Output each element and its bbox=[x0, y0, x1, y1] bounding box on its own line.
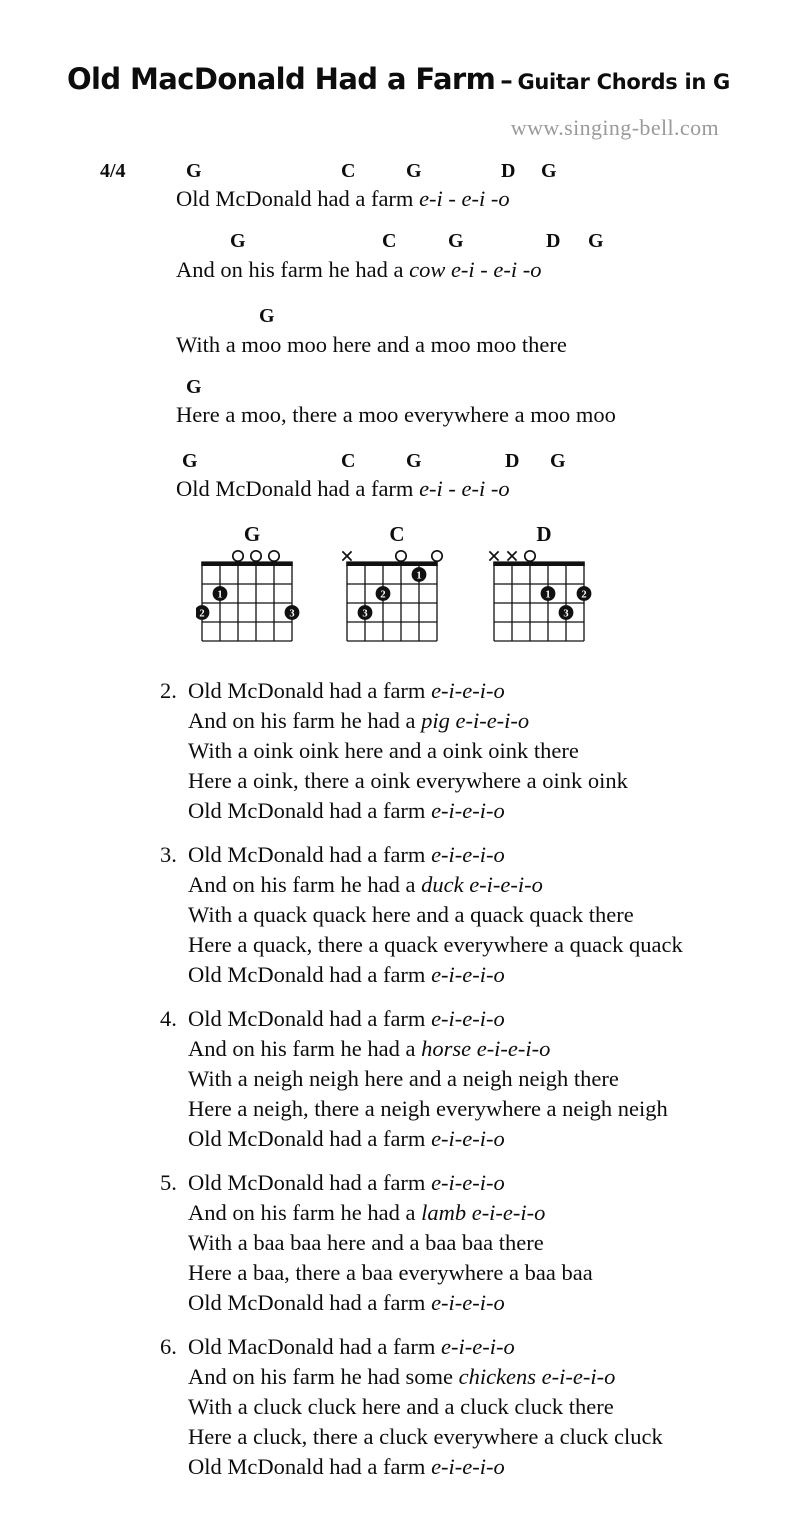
nut-bar bbox=[346, 561, 438, 566]
verse-italic-part: horse bbox=[421, 1036, 472, 1061]
chord-diagram-d bbox=[488, 522, 600, 645]
chord-symbol-d: D bbox=[501, 160, 516, 182]
verse-line: With a cluck cluck here and a cluck cluck there bbox=[188, 1394, 614, 1419]
verse-number: 5. bbox=[160, 1170, 177, 1195]
verse-italic-part: duck bbox=[421, 872, 464, 897]
chord-symbol-g: G bbox=[448, 230, 464, 252]
verse-line: And on his farm he had some chickens e-i-e-i-o bbox=[188, 1364, 616, 1389]
verse bbox=[0, 1168, 797, 1318]
verse-number: 3. bbox=[160, 842, 177, 867]
muted-string-marker bbox=[342, 551, 351, 560]
chord-diagram-grid bbox=[341, 543, 453, 657]
chord-row bbox=[0, 160, 797, 182]
verse-line: Old McDonald had a farm e-i-e-i-o bbox=[188, 1126, 505, 1151]
open-string-marker bbox=[525, 551, 535, 561]
verse-italic-part: e-i-e-i-o bbox=[431, 798, 505, 823]
verse-line: Here a baa, there a baa everywhere a baa baa bbox=[188, 1260, 593, 1285]
finger-number: 2 bbox=[199, 608, 205, 620]
verse-italic-part: lamb bbox=[421, 1200, 467, 1225]
page-title-dash: – bbox=[500, 66, 513, 95]
chord-row bbox=[0, 305, 797, 327]
verse-italic-part: e-i-e-i-o bbox=[431, 842, 505, 867]
verse-line: With a oink oink here and a oink oink there bbox=[188, 738, 579, 763]
lyric-line: Old McDonald had a farm e-i - e-i -o bbox=[176, 186, 510, 211]
chord-diagram-g bbox=[196, 522, 308, 645]
chord-symbol-g: G bbox=[406, 160, 422, 182]
chord-symbol-g: G bbox=[588, 230, 604, 252]
chord-symbol-g: G bbox=[186, 160, 202, 182]
chord-diagram-label: G bbox=[243, 522, 261, 546]
lyric-italic-part: e-i - e-i -o bbox=[419, 186, 510, 211]
verse-number: 6. bbox=[160, 1334, 177, 1359]
chord-symbol-g: G bbox=[259, 305, 275, 327]
open-string-marker bbox=[396, 551, 406, 561]
muted-string-marker bbox=[507, 551, 516, 560]
finger-number: 2 bbox=[380, 589, 386, 601]
chord-symbol-g: G bbox=[406, 450, 422, 472]
open-string-marker bbox=[432, 551, 442, 561]
verse-line: 5. Old McDonald had a farm e-i-e-i-o bbox=[0, 1168, 797, 1198]
verse-italic-refrain: e-i-e-i-o bbox=[469, 872, 543, 897]
verse-line: Here a cluck, there a cluck everywhere a cluck cluck bbox=[188, 1424, 663, 1449]
chord-symbol-g: G bbox=[186, 376, 202, 398]
verse-number: 2. bbox=[160, 678, 177, 703]
verse-line: With a baa baa here and a baa baa there bbox=[188, 1230, 544, 1255]
finger-number: 3 bbox=[362, 608, 368, 620]
website-watermark: www.singing-bell.com bbox=[510, 115, 719, 140]
chord-symbol-c: C bbox=[341, 450, 356, 472]
verse-line: And on his farm he had a horse e-i-e-i-o bbox=[188, 1036, 551, 1061]
verse bbox=[0, 1004, 797, 1154]
chord-symbol-d: D bbox=[546, 230, 561, 252]
lyric-italic-part: cow e-i - e-i -o bbox=[409, 257, 542, 282]
finger-number: 3 bbox=[289, 608, 295, 620]
lyric-line: And on his farm he had a cow e-i - e-i -o bbox=[176, 257, 542, 282]
lyric-line: Here a moo, there a moo everywhere a moo moo bbox=[176, 402, 616, 427]
finger-number: 1 bbox=[217, 589, 223, 601]
nut-bar bbox=[201, 561, 293, 566]
verse-italic-refrain: e-i-e-i-o bbox=[455, 708, 530, 733]
chord-diagram-group bbox=[0, 522, 797, 645]
open-string-marker bbox=[233, 551, 243, 561]
chorded-verse-section bbox=[0, 0, 797, 512]
finger-number: 1 bbox=[545, 589, 551, 601]
verse-italic-part: pig bbox=[421, 708, 450, 733]
chord-symbol-g: G bbox=[541, 160, 557, 182]
chord-row bbox=[0, 376, 797, 398]
verse-line: Old McDonald had a farm e-i-e-i-o bbox=[188, 962, 505, 987]
chord-symbol-g: G bbox=[230, 230, 246, 252]
verse-line: Here a oink, there a oink everywhere a oink oink bbox=[188, 768, 628, 793]
chord-row bbox=[0, 230, 797, 252]
open-string-marker bbox=[251, 551, 261, 561]
verse-line: And on his farm he had a pig e-i-e-i-o bbox=[188, 708, 530, 733]
verse-italic-refrain: e-i-e-i-o bbox=[476, 1036, 551, 1061]
verse-line: With a neigh neigh here and a neigh neigh there bbox=[188, 1066, 619, 1091]
nut-bar bbox=[493, 561, 585, 566]
verse-italic-part: e-i-e-i-o bbox=[431, 1126, 505, 1151]
verse-line: Old McDonald had a farm e-i-e-i-o bbox=[188, 1454, 505, 1479]
verse-italic-part: e-i-e-i-o bbox=[441, 1334, 515, 1359]
chord-row bbox=[0, 450, 797, 472]
verse-line: Old McDonald had a farm e-i-e-i-o bbox=[188, 798, 505, 823]
verse-line: With a quack quack here and a quack quack there bbox=[188, 902, 634, 927]
verse-list bbox=[0, 676, 797, 1496]
verse-italic-refrain: e-i-e-i-o bbox=[541, 1364, 616, 1389]
verse-line: And on his farm he had a duck e-i-e-i-o bbox=[188, 872, 543, 897]
time-signature: 4/4 bbox=[100, 160, 126, 182]
lyric-italic-part: e-i - e-i -o bbox=[419, 476, 510, 501]
verse-italic-part: e-i-e-i-o bbox=[431, 962, 505, 987]
verse-line: Here a neigh, there a neigh everywhere a neigh neigh bbox=[188, 1096, 668, 1121]
verse bbox=[0, 1332, 797, 1482]
verse-italic-part: e-i-e-i-o bbox=[431, 1290, 505, 1315]
verse-line: 6. Old MacDonald had a farm e-i-e-i-o bbox=[0, 1332, 797, 1362]
chord-symbol-c: C bbox=[341, 160, 356, 182]
verse-italic-part: e-i-e-i-o bbox=[431, 1170, 505, 1195]
chord-symbol-g: G bbox=[550, 450, 566, 472]
chord-diagram-label: C bbox=[389, 522, 405, 546]
verse-italic-part: e-i-e-i-o bbox=[431, 1454, 505, 1479]
verse-italic-part: e-i-e-i-o bbox=[431, 1006, 505, 1031]
verse-number: 4. bbox=[160, 1006, 177, 1031]
finger-number: 1 bbox=[416, 570, 422, 582]
verse-italic-part: e-i-e-i-o bbox=[431, 678, 505, 703]
verse-italic-part: chickens bbox=[458, 1364, 537, 1389]
lyric-line: Old McDonald had a farm e-i - e-i -o bbox=[176, 476, 510, 501]
finger-number: 3 bbox=[563, 608, 569, 620]
chord-diagram-grid bbox=[196, 543, 308, 657]
chord-symbol-d: D bbox=[505, 450, 520, 472]
chord-symbol-c: C bbox=[382, 230, 397, 252]
chord-diagram-c bbox=[341, 522, 453, 645]
open-string-marker bbox=[269, 551, 279, 561]
muted-string-marker bbox=[489, 551, 498, 560]
chord-diagram-grid bbox=[488, 543, 600, 657]
page-title-main: Old MacDonald Had a Farm bbox=[67, 62, 496, 96]
verse-line: And on his farm he had a lamb e-i-e-i-o bbox=[188, 1200, 546, 1225]
chord-diagram-label: D bbox=[536, 522, 552, 546]
verse bbox=[0, 676, 797, 826]
verse-line: 3. Old McDonald had a farm e-i-e-i-o bbox=[0, 840, 797, 870]
verse-line: 4. Old McDonald had a farm e-i-e-i-o bbox=[0, 1004, 797, 1034]
verse-line: 2. Old McDonald had a farm e-i-e-i-o bbox=[0, 676, 797, 706]
verse-line: Old McDonald had a farm e-i-e-i-o bbox=[188, 1290, 505, 1315]
chord-symbol-g: G bbox=[182, 450, 198, 472]
verse bbox=[0, 840, 797, 990]
verse-line: Here a quack, there a quack everywhere a quack quack bbox=[188, 932, 683, 957]
page-title-subtitle: Guitar Chords in G bbox=[517, 70, 730, 94]
lyric-line: With a moo moo here and a moo moo there bbox=[176, 332, 567, 357]
finger-number: 2 bbox=[581, 589, 587, 601]
verse-italic-refrain: e-i-e-i-o bbox=[471, 1200, 546, 1225]
